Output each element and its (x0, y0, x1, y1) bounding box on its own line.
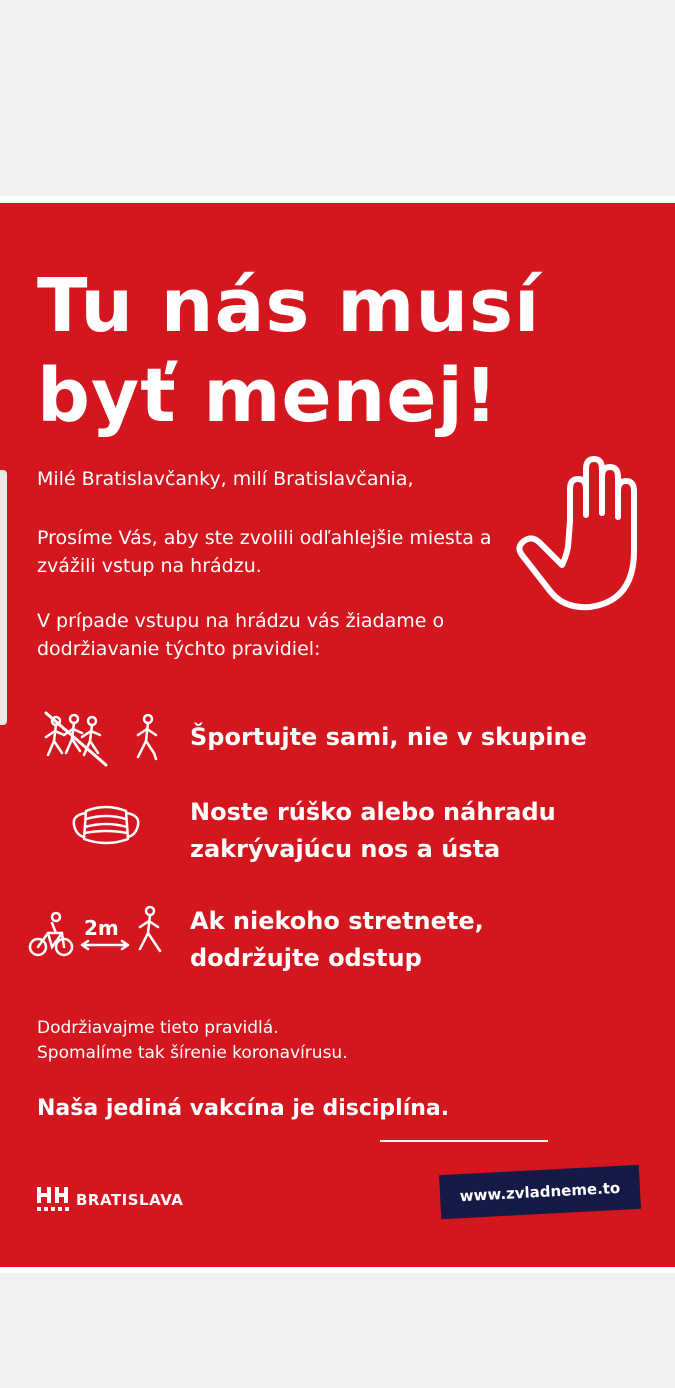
request-paragraph: Prosíme Vás, aby ste zvolili odľahlejšie miesta a zvážili vstup na hrádzu. (37, 527, 492, 577)
rule-line: Noste rúško alebo náhradu (190, 798, 556, 826)
rule-line: zakrývajúcu nos a ústa (190, 835, 501, 863)
rule-keep-distance (190, 903, 484, 977)
bratislava-logo-icon (36, 1185, 70, 1215)
covid-poster (0, 196, 675, 1273)
poster-headline (37, 261, 540, 441)
closing-line-1: Dodržiavajme tieto pravidlá. (37, 1018, 279, 1038)
rule-wear-mask (190, 794, 556, 868)
motto-text: Naša jediná vakcína je disciplína. (37, 1096, 450, 1121)
distance-label: 2m (84, 916, 119, 940)
greeting-text: Milé Bratislavčanky, milí Bratislavčania, (37, 468, 414, 490)
top-blank-area (0, 0, 675, 196)
scroll-handle[interactable] (0, 470, 7, 725)
rules-intro-paragraph: V prípade vstupu na hrádzu vás žiadame o dodržiavanie týchto pravidiel: (37, 610, 445, 660)
closing-text (37, 1016, 348, 1066)
rule-sport-alone (190, 719, 587, 756)
closing-line-2: Spomalíme tak šírenie koronavírusu. (37, 1043, 348, 1063)
motto-underline (380, 1140, 548, 1142)
rule-line: dodržujte odstup (190, 944, 422, 972)
bratislava-logo (36, 1185, 183, 1215)
headline-line-1: Tu nás musí (37, 263, 541, 349)
no-group-sport-icon (40, 709, 170, 769)
stop-hand-icon (512, 451, 652, 616)
logo-text: BRATISLAVA (76, 1191, 184, 1209)
website-badge (439, 1165, 641, 1219)
website-url: www.zvladneme.to (459, 1178, 621, 1206)
rule-line: Ak niekoho stretnete, (190, 907, 484, 935)
face-mask-icon (70, 801, 142, 849)
headline-line-2: byť menej! (37, 353, 499, 439)
rule-line: Športujte sami, nie v skupine (190, 723, 587, 751)
